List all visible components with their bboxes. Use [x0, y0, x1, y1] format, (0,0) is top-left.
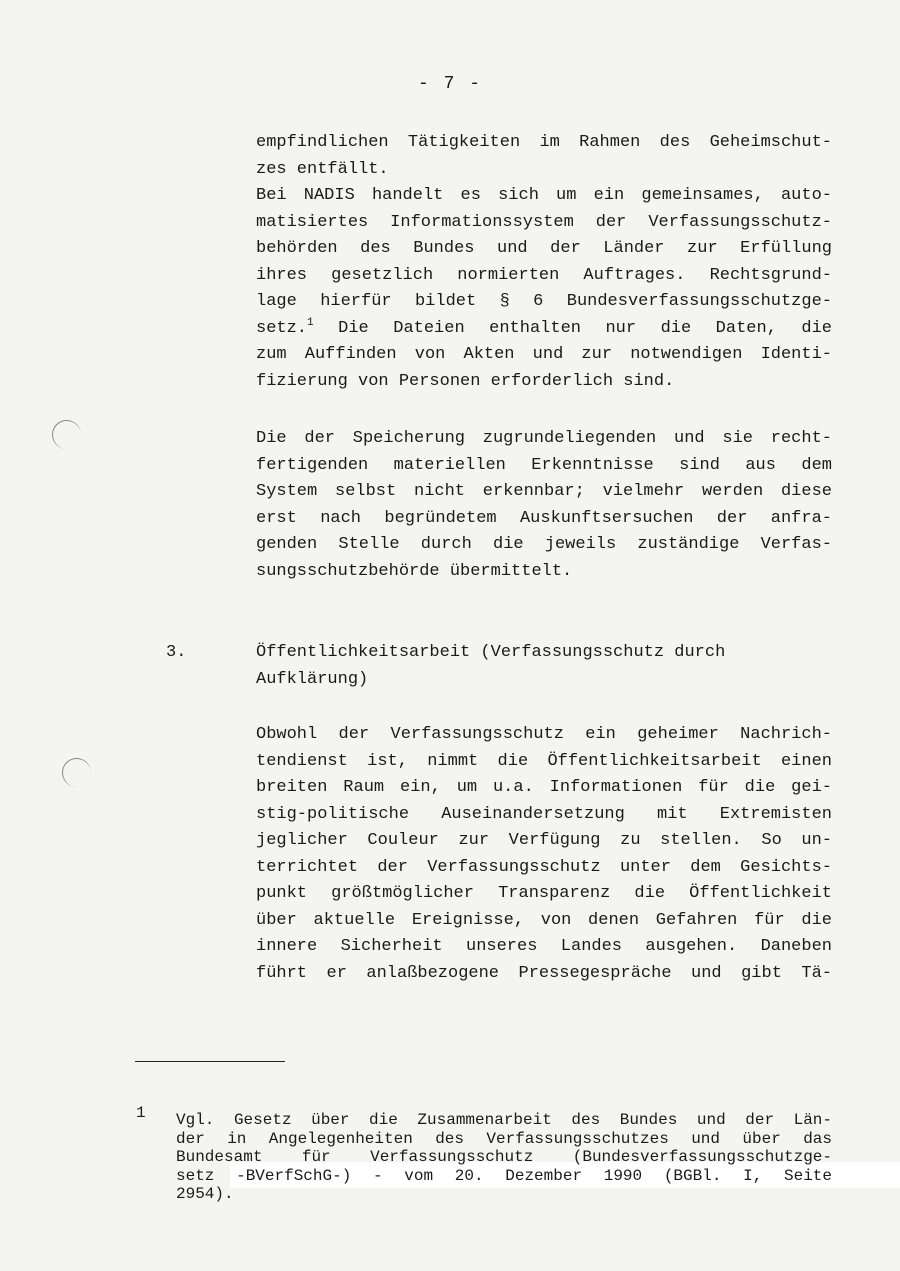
text-line: zes entfällt.: [256, 159, 389, 179]
text-line: erst nach begründetem Auskunftsersuchen der anfra-: [256, 508, 832, 528]
text-line: innere Sicherheit unseres Landes ausgehen. Daneben: [256, 937, 832, 956]
text-line: System selbst nicht erkennbar; vielmehr werden diese: [256, 482, 832, 501]
text-line: ihres gesetzlich normierten Auftrages. Rechtsgrund-: [256, 265, 832, 285]
text-line: sungsschutzbehörde übermittelt.: [256, 561, 573, 581]
scan-punch-hole-mark: [52, 420, 81, 449]
text-line: fertigenden materiellen Erkenntnisse sind aus dem: [256, 455, 832, 475]
paragraph-oeffentlichkeitsarbeit: [256, 722, 832, 987]
text-fragment: Die Dateien enthalten nur die Daten, die: [338, 318, 833, 338]
footnote-marker: 1: [136, 1104, 146, 1122]
footnote-line: Vgl. Gesetz über die Zusammenarbeit des Bundes und der Län-: [176, 1111, 832, 1129]
text-line: lage hierfür bildet § 6 Bundesverfassungsschutzge-: [256, 292, 832, 311]
text-line: Obwohl der Verfassungsschutz ein geheimer Nachrich-: [256, 725, 832, 744]
text-line: Die der Speicherung zugrundeliegenden und sie recht-: [256, 429, 832, 448]
section-number: 3.: [166, 643, 187, 662]
heading-line: Aufklärung): [256, 669, 369, 689]
footnote-line: setz -BVerfSchG-) - vom 20. Dezember 1990 (BGBl. I, Seite: [176, 1166, 832, 1185]
footnote-line: Bundesamt für Verfassungsschutz (Bundesverfassungsschutzge-: [176, 1148, 832, 1166]
text-line: fizierung von Personen erforderlich sind.: [256, 371, 675, 391]
text-line: terrichtet der Verfassungsschutz unter dem Gesichts-: [256, 857, 832, 877]
text-line: behörden des Bundes und der Länder zur Erfüllung: [256, 239, 832, 258]
text-line: jeglicher Couleur zur Verfügung zu stellen. So un-: [256, 831, 832, 850]
text-line: tendienst ist, nimmt die Öffentlichkeitsarbeit einen: [256, 751, 832, 771]
text-line: über aktuelle Ereignisse, von denen Gefahren für die: [256, 910, 832, 930]
footnote-reference: 1: [307, 316, 314, 329]
text-line: zum Auffinden von Akten und zur notwendigen Identi-: [256, 345, 832, 364]
text-line: stig-politische Auseinandersetzung mit Extremisten: [256, 804, 832, 824]
footnote-line: 2954).: [176, 1185, 234, 1203]
text-line: empfindlichen Tätigkeiten im Rahmen des Geheimschut-: [256, 133, 832, 152]
paragraph-speicherung: [256, 426, 832, 585]
footnote-line: der in Angelegenheiten des Verfassungsschutzes und über das: [176, 1129, 832, 1148]
text-line: Bei NADIS handelt es sich um ein gemeinsames, auto-: [256, 186, 832, 205]
text-line: breiten Raum ein, um u.a. Informationen für die gei-: [256, 778, 832, 797]
page-number: - 7 -: [417, 74, 482, 94]
scan-punch-hole-mark: [62, 758, 91, 787]
footnote-separator: [135, 1061, 285, 1062]
text-line: genden Stelle durch die jeweils zuständige Verfas-: [256, 535, 832, 554]
text-fragment: setz.: [256, 318, 308, 338]
text-line-with-footnote: [256, 316, 832, 343]
text-line: punkt größtmöglicher Transparenz die Öffentlichkeit: [256, 884, 832, 903]
section-heading: [256, 640, 832, 693]
footnote-text: [176, 1111, 832, 1204]
heading-line: Öffentlichkeitsarbeit (Verfassungsschutz durch: [256, 643, 726, 662]
paragraph-nadis: [256, 130, 832, 395]
text-line: führt er anlaßbezogene Pressegespräche und gibt Tä-: [256, 963, 832, 983]
text-line: matisiertes Informationssystem der Verfassungsschutz-: [256, 212, 832, 232]
